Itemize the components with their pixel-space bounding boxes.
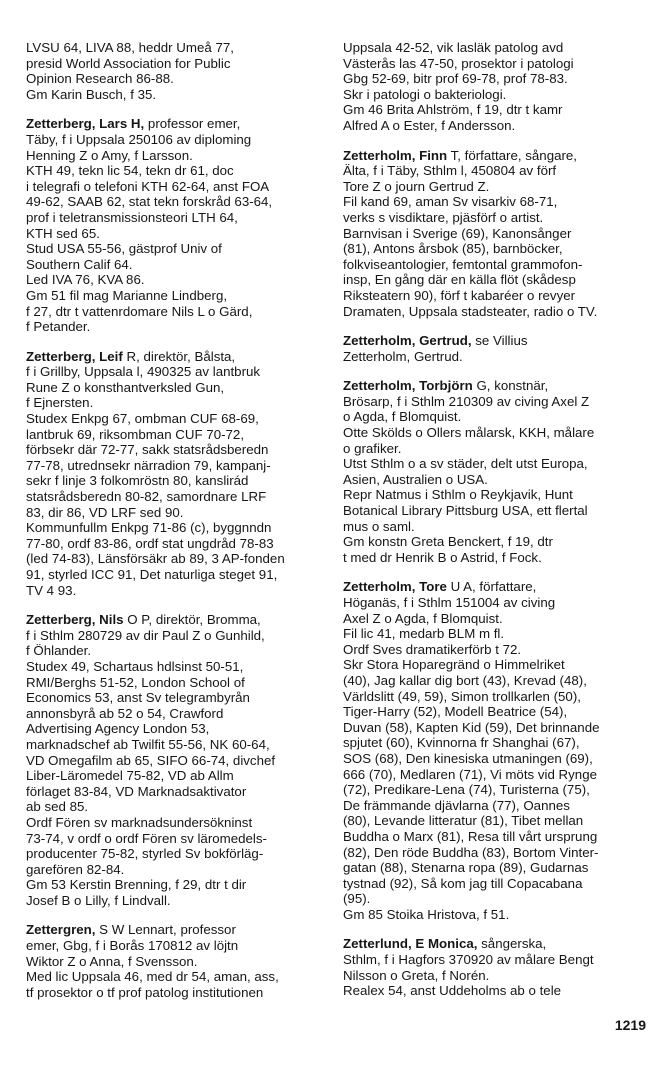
entry-text: f i Grillby, Uppsala l, 490325 av lantbruk <box>26 364 261 380</box>
entry-text: gatan (88), Stenarna ropa (89), Gudarnas <box>343 860 589 876</box>
entry-text: Gm 51 fil mag Marianne Lindberg, <box>26 287 228 303</box>
entry-line <box>343 487 653 503</box>
entry-line <box>26 846 326 862</box>
entry-line <box>26 56 326 72</box>
entry-line <box>26 304 326 320</box>
entry-text: T, författare, sångare, <box>447 147 577 163</box>
entry-text: Gm 53 Kerstin Brenning, f 29, dtr t dir <box>26 877 247 893</box>
entry-text: Rune Z o konsthantverksled Gun, <box>26 379 225 395</box>
entry-line <box>343 409 653 425</box>
entry-headword: Zetterberg, Nils <box>26 612 124 628</box>
entry-line <box>343 595 653 611</box>
entry-line <box>26 364 326 380</box>
entry-text: Southern Calif 64. <box>26 256 133 272</box>
entry-text: Barnvisan i Sverige (69), Kanonsånger <box>343 225 572 241</box>
entry-line <box>343 845 653 861</box>
entry-line <box>343 241 653 257</box>
entry-line <box>343 936 653 952</box>
entry-line <box>343 626 653 642</box>
entry-line <box>26 132 326 148</box>
entry-text: mus o saml. <box>343 518 415 534</box>
entry-line <box>343 148 653 164</box>
right-column <box>343 40 653 1013</box>
entry-line <box>26 784 326 800</box>
entry-text: Brösarp, f i Sthlm 210309 av civing Axel Z <box>343 393 590 409</box>
entry-line <box>343 394 653 410</box>
entry-text: Höganäs, f i Sthlm 151004 av civing <box>343 595 556 610</box>
entry-line <box>343 194 653 210</box>
entry-text: förbsekr där 72-77, sakk statsrådsberedn <box>26 442 269 458</box>
entry-line <box>343 657 653 673</box>
entry-line <box>343 907 653 923</box>
left-column <box>26 40 326 1014</box>
entry-line <box>26 257 326 273</box>
entry <box>26 612 326 908</box>
entry-headword: Zetterholm, Tore <box>343 579 447 595</box>
entry-text: Opinion Research 86-88. <box>26 71 174 87</box>
entry-text: Kommunfullm Enkpg 71-86 (c), byggnndn <box>26 520 272 536</box>
entry-text: (95). <box>343 891 371 907</box>
entry-line <box>343 983 653 999</box>
entry-text: RMI/Berghs 51-52, London School of <box>26 674 245 690</box>
entry-line <box>26 583 326 599</box>
entry-text: Josef B o Lilly, f Lindvall. <box>26 892 171 908</box>
entry-text: garefören 82-84. <box>26 861 125 877</box>
entry-text: sångerska, <box>477 936 547 952</box>
entry-text: 91, styrled ICC 91, Det naturliga steget 91, <box>26 567 278 582</box>
entry-text: i telegrafi o telefoni KTH 62-64, anst FOA <box>26 178 270 194</box>
entry-line <box>26 721 326 737</box>
entry-text: Gm 46 Brita Ahlström, f 19, dtr t kamr <box>343 102 563 118</box>
entry-text: TV 4 93. <box>26 582 77 598</box>
entry <box>343 579 653 922</box>
entry-line <box>343 891 653 907</box>
entry-line <box>343 179 653 195</box>
entry-text: Nilsson o Greta, f Norén. <box>343 967 490 983</box>
entry-text: (led 74-83), Länsförsäkr ab 89, 3 AP-fonden <box>26 551 285 567</box>
entry-text: Ordf Fören sv marknadsundersökninst <box>26 814 253 830</box>
entry-line <box>26 954 326 970</box>
entry-text: f Öhlander. <box>26 643 92 659</box>
entry-text: 666 (70), Medlaren (71), Vi möts vid Rynge <box>343 766 597 782</box>
entry-text: Skr i patologi o bakteriologi. <box>343 86 507 102</box>
entry-text: Gm Karin Busch, f 35. <box>26 86 157 102</box>
entry-text: (80), Levande litteratur (81), Tibet mellan <box>343 813 584 829</box>
entry-text: U A, författare, <box>446 579 537 595</box>
entry-text: VD Omegafilm ab 65, SIFO 66-74, divchef <box>26 752 276 768</box>
entry-line <box>26 737 326 753</box>
entry-line <box>26 40 326 56</box>
entry-line <box>343 751 653 767</box>
entry-line <box>343 102 653 118</box>
entry-line <box>26 753 326 769</box>
entry-line <box>343 550 653 566</box>
entry-text: O P, direktör, Bromma, <box>123 612 261 628</box>
entry-line <box>26 567 326 583</box>
entry-text: Asien, Australien o USA. <box>343 471 488 487</box>
entry-line <box>26 706 326 722</box>
entry-headword: Zetterholm, Torbjörn <box>343 378 473 394</box>
entry-text: Henning Z o Amy, f Larsson. <box>26 147 193 163</box>
entry-line <box>343 87 653 103</box>
entry-line <box>343 472 653 488</box>
entry-text: Duvan (58), Kapten Kid (59), Det brinnande <box>343 719 600 735</box>
entry-text: De främmande djävlarna (77), Oannes <box>343 797 570 813</box>
entry-line <box>26 179 326 195</box>
entry-line <box>26 489 326 505</box>
entry-line <box>343 304 653 320</box>
entry-line <box>26 831 326 847</box>
entry-text: prof i teletransmissionsteori LTH 64, <box>26 209 238 225</box>
entry-line <box>343 704 653 720</box>
entry-line <box>26 163 326 179</box>
entry-line <box>343 118 653 134</box>
entry <box>343 333 653 364</box>
entry-line <box>26 148 326 164</box>
entry-text: spjutet (60), Kvinnorna fr Shanghai (67), <box>343 735 580 751</box>
entry-text: statsrådsberedn 80-82, samordnare LRF <box>26 489 267 505</box>
entry <box>343 148 653 320</box>
entry-line <box>343 782 653 798</box>
entry <box>26 922 326 1000</box>
entry-line <box>26 799 326 815</box>
entry <box>343 936 653 998</box>
entry-text: Botanical Library Pittsburg USA, ett flertal <box>343 503 588 519</box>
entry-line <box>26 226 326 242</box>
entry-line <box>343 720 653 736</box>
entry-line <box>343 611 653 627</box>
entry-text: Västerås las 47-50, prosektor i patologi <box>343 55 574 71</box>
entry-line <box>26 690 326 706</box>
entry-text: (81), Antons årsbok (85), barnböcker, <box>343 241 563 257</box>
entry-text: Fil lic 41, medarb BLM m fl. <box>343 626 505 642</box>
entry-text: Fil kand 69, aman Sv visarkiv 68-71, <box>343 194 558 210</box>
entry-text: producenter 75-82, styrled Sv bokförläg- <box>26 846 264 862</box>
page-number: 1219 <box>614 1017 646 1033</box>
entry-text: Buddha o Marx (81), Resa till vårt ursprung <box>343 828 598 844</box>
entry-line <box>343 767 653 783</box>
entry-line <box>26 319 326 335</box>
entry-text: o grafiker. <box>343 440 402 456</box>
entry-line <box>343 968 653 984</box>
entry-text: folkviseantologier, femtontal grammofon- <box>343 256 583 272</box>
entry-text: t med dr Henrik B o Astrid, f Fock. <box>343 549 542 565</box>
entry-text: Utst Sthlm o a sv städer, delt utst Europa, <box>343 456 588 472</box>
entry-line <box>26 938 326 954</box>
entry-headword: Zetterberg, Leif <box>26 348 123 364</box>
entry-text: Riksteatern 90), förf t kabaréer o revyer <box>343 287 576 303</box>
entry-text: marknadschef ab Twilfit 55-56, NK 60-64, <box>26 736 270 752</box>
entry-text: Ordf Sves dramatikerförb t 72. <box>343 641 522 657</box>
entry-text: annonsbyrå ab 52 o 54, Crawford <box>26 705 224 721</box>
entry-line <box>26 505 326 521</box>
entry-line <box>343 56 653 72</box>
entry <box>26 349 326 599</box>
entry <box>343 378 653 565</box>
entry-text: Zetterholm, Gertrud. <box>343 348 463 364</box>
entry-line <box>343 441 653 457</box>
entry-line <box>26 520 326 536</box>
entry-text: f i Sthlm 280729 av dir Paul Z o Gunhild, <box>26 627 265 643</box>
entry-text: Stud USA 55-56, gästprof Univ of <box>26 241 222 257</box>
entry-text: f Ejnersten. <box>26 395 94 411</box>
entry-text: Studex Enkpg 67, ombman CUF 68-69, <box>26 411 259 427</box>
entry-text: o Agda, f Blomquist. <box>343 409 462 425</box>
entry-line <box>343 642 653 658</box>
entry-line <box>26 985 326 1001</box>
entry-line <box>26 380 326 396</box>
entry-line <box>26 349 326 365</box>
entry-text: Världslitt (49, 59), Simon trollkarlen (50), <box>343 688 581 704</box>
entry <box>26 40 326 102</box>
entry-line <box>343 210 653 226</box>
entry-line <box>26 288 326 304</box>
entry-text: lantbruk 69, riksombman CUF 70-72, <box>26 426 245 442</box>
entry-text: f Petander. <box>26 319 91 335</box>
entry-text: Skr Stora Hoparegränd o Himmelriket <box>343 657 565 673</box>
entry-line <box>26 272 326 288</box>
entry-line <box>26 768 326 784</box>
entry-line <box>343 425 653 441</box>
entry-line <box>343 829 653 845</box>
entry-line <box>26 659 326 675</box>
entry-line <box>343 579 653 595</box>
entry-text: ab sed 85. <box>26 799 89 815</box>
entry-headword: Zetterholm, Gertrud, <box>343 333 472 349</box>
entry-line <box>26 628 326 644</box>
entry-line <box>26 551 326 567</box>
entry-text: R, direktör, Bålsta, <box>122 348 236 364</box>
entry-text: Axel Z o Agda, f Blomquist. <box>343 610 503 626</box>
entry-line <box>26 210 326 226</box>
entry-line <box>343 349 653 365</box>
entry <box>343 40 653 134</box>
entry-line <box>343 798 653 814</box>
entry-line <box>343 378 653 394</box>
entry-line <box>343 813 653 829</box>
entry-text: LVSU 64, LIVA 88, heddr Umeå 77, <box>26 40 234 55</box>
entry-line <box>343 272 653 288</box>
entry-line <box>26 922 326 938</box>
entry-text: 49-62, SAAB 62, stat tekn forskråd 63-64, <box>26 194 273 210</box>
entry-text: (82), Den röde Buddha (83), Bortom Vinter- <box>343 844 599 860</box>
entry-headword: Zetterlund, E Monica, <box>343 936 478 952</box>
entry-text: Tiger-Harry (52), Modell Beatrice (54), <box>343 704 568 720</box>
entry-text: Advertising Agency London 53, <box>26 721 210 737</box>
entry <box>26 116 326 334</box>
entry-text: SOS (68), Den kinesiska utmaningen (69), <box>343 750 593 766</box>
entry-line <box>26 71 326 87</box>
entry-text: G, konstnär, <box>472 378 549 394</box>
entry-line <box>343 952 653 968</box>
entry-text: presid World Association for Public <box>26 55 231 71</box>
entry-text: Sthlm, f i Hagfors 370920 av målare Bengt <box>343 952 594 968</box>
entry-text: 77-78, utrednsekr närradion 79, kampanj- <box>26 457 271 473</box>
entry-text: Uppsala 42-52, vik lasläk patolog avd <box>343 40 564 55</box>
entry-line <box>26 87 326 103</box>
entry-line <box>343 876 653 892</box>
entry-line <box>26 969 326 985</box>
entry-text: Gm konstn Greta Benckert, f 19, dtr <box>343 534 553 550</box>
entry-text: KTH 49, tekn lic 54, tekn dr 61, doc <box>26 163 234 179</box>
entry-text: S W Lennart, professor <box>95 922 236 938</box>
entry-text: Led IVA 76, KVA 86. <box>26 272 145 288</box>
entry-text: förlaget 83-84, VD Marknadsaktivator <box>26 783 247 799</box>
entry-line <box>26 643 326 659</box>
entry-line <box>26 612 326 628</box>
entry-text: se Villius <box>471 333 528 349</box>
entry-line <box>343 860 653 876</box>
entry-line <box>26 442 326 458</box>
entry-line <box>343 673 653 689</box>
entry-text: Realex 54, anst Uddeholms ab o tele <box>343 983 562 999</box>
entry-line <box>26 862 326 878</box>
entry-line <box>26 815 326 831</box>
entry-headword: Zettergren, <box>26 922 96 938</box>
entry-line <box>26 473 326 489</box>
entry-line <box>343 226 653 242</box>
entry-headword: Zetterberg, Lars H, <box>26 116 145 132</box>
entry-line <box>26 194 326 210</box>
entry-text: sekr f linje 3 folkomröstn 80, kanslirád <box>26 473 249 489</box>
entry-text: Älta, f i Täby, Sthlm l, 450804 av förf <box>343 163 557 179</box>
entry-text: professor emer, <box>144 116 241 132</box>
entry-line <box>343 735 653 751</box>
entry-line <box>343 71 653 87</box>
entry-line <box>343 503 653 519</box>
entry-line <box>26 877 326 893</box>
entry-text: emer, Gbg, f i Borås 170812 av löjtn <box>26 938 239 954</box>
entry-text: Med lic Uppsala 46, med dr 54, aman, ass, <box>26 969 279 985</box>
entry-text: f 27, dtr t vattenrdomare Nils L o Gärd, <box>26 303 253 319</box>
entry-text: KTH sed 65. <box>26 225 100 241</box>
entry-line <box>26 458 326 474</box>
entry-text: 83, dir 86, VD LRF sed 90. <box>26 504 184 520</box>
entry-text: Gbg 52-69, bitr prof 69-78, prof 78-83. <box>343 71 568 87</box>
entry-text: Alfred A o Ester, f Andersson. <box>343 117 516 133</box>
entry-line <box>343 333 653 349</box>
entry-line <box>343 519 653 535</box>
entry-text: tystnad (92), Så kom jag till Copacabana <box>343 875 583 891</box>
entry-text: tf prosektor o tf prof patolog institutionen <box>26 984 264 1000</box>
entry-text: Gm 85 Stoika Hristova, f 51. <box>343 906 510 922</box>
entry-line <box>343 40 653 56</box>
entry-text: Studex 49, Schartaus hdlsinst 50-51, <box>26 658 244 674</box>
entry-line <box>343 163 653 179</box>
entry-text: Tore Z o journ Gertrud Z. <box>343 178 490 194</box>
entry-text: Liber-Läromedel 75-82, VD ab Allm <box>26 768 234 784</box>
entry-line <box>343 456 653 472</box>
entry-text: Otte Skölds o Ollers målarsk, KKH, målare <box>343 425 595 441</box>
entry-text: Täby, f i Uppsala 250106 av diploming <box>26 131 252 147</box>
entry-text: (72), Predikare-Lena (74), Turisterna (75), <box>343 782 590 798</box>
entry-text: Dramaten, Uppsala stadsteater, radio o TV. <box>343 303 598 319</box>
entry-line <box>26 427 326 443</box>
entry-line <box>26 411 326 427</box>
entry-line <box>343 534 653 550</box>
entry-text: Repr Natmus i Sthlm o Reykjavik, Hunt <box>343 487 573 503</box>
entry-text: verks s visdiktare, pjäsförf o artist. <box>343 209 544 225</box>
entry-line <box>26 241 326 257</box>
entry-line <box>343 257 653 273</box>
entry-line <box>343 288 653 304</box>
entry-text: 73-74, v ordf o ordf Fören sv läromedels- <box>26 830 267 846</box>
entry-text: Wiktor Z o Anna, f Svensson. <box>26 953 198 969</box>
entry-text: (40), Jag kallar dig bort (43), Krevad (48), <box>343 672 587 688</box>
entry-line <box>343 689 653 705</box>
entry-line <box>26 675 326 691</box>
entry-line <box>26 893 326 909</box>
entry-headword: Zetterholm, Finn <box>343 147 448 163</box>
entry-text: insp, En gång där en källa flöt (skådesp <box>343 272 576 288</box>
entry-text: Economics 53, anst Sv telegrambyrån <box>26 690 250 706</box>
entry-line <box>26 536 326 552</box>
entry-text: 77-80, ordf 83-86, ordf stat ungdråd 78-83 <box>26 535 274 551</box>
entry-line <box>26 395 326 411</box>
entry-line <box>26 116 326 132</box>
